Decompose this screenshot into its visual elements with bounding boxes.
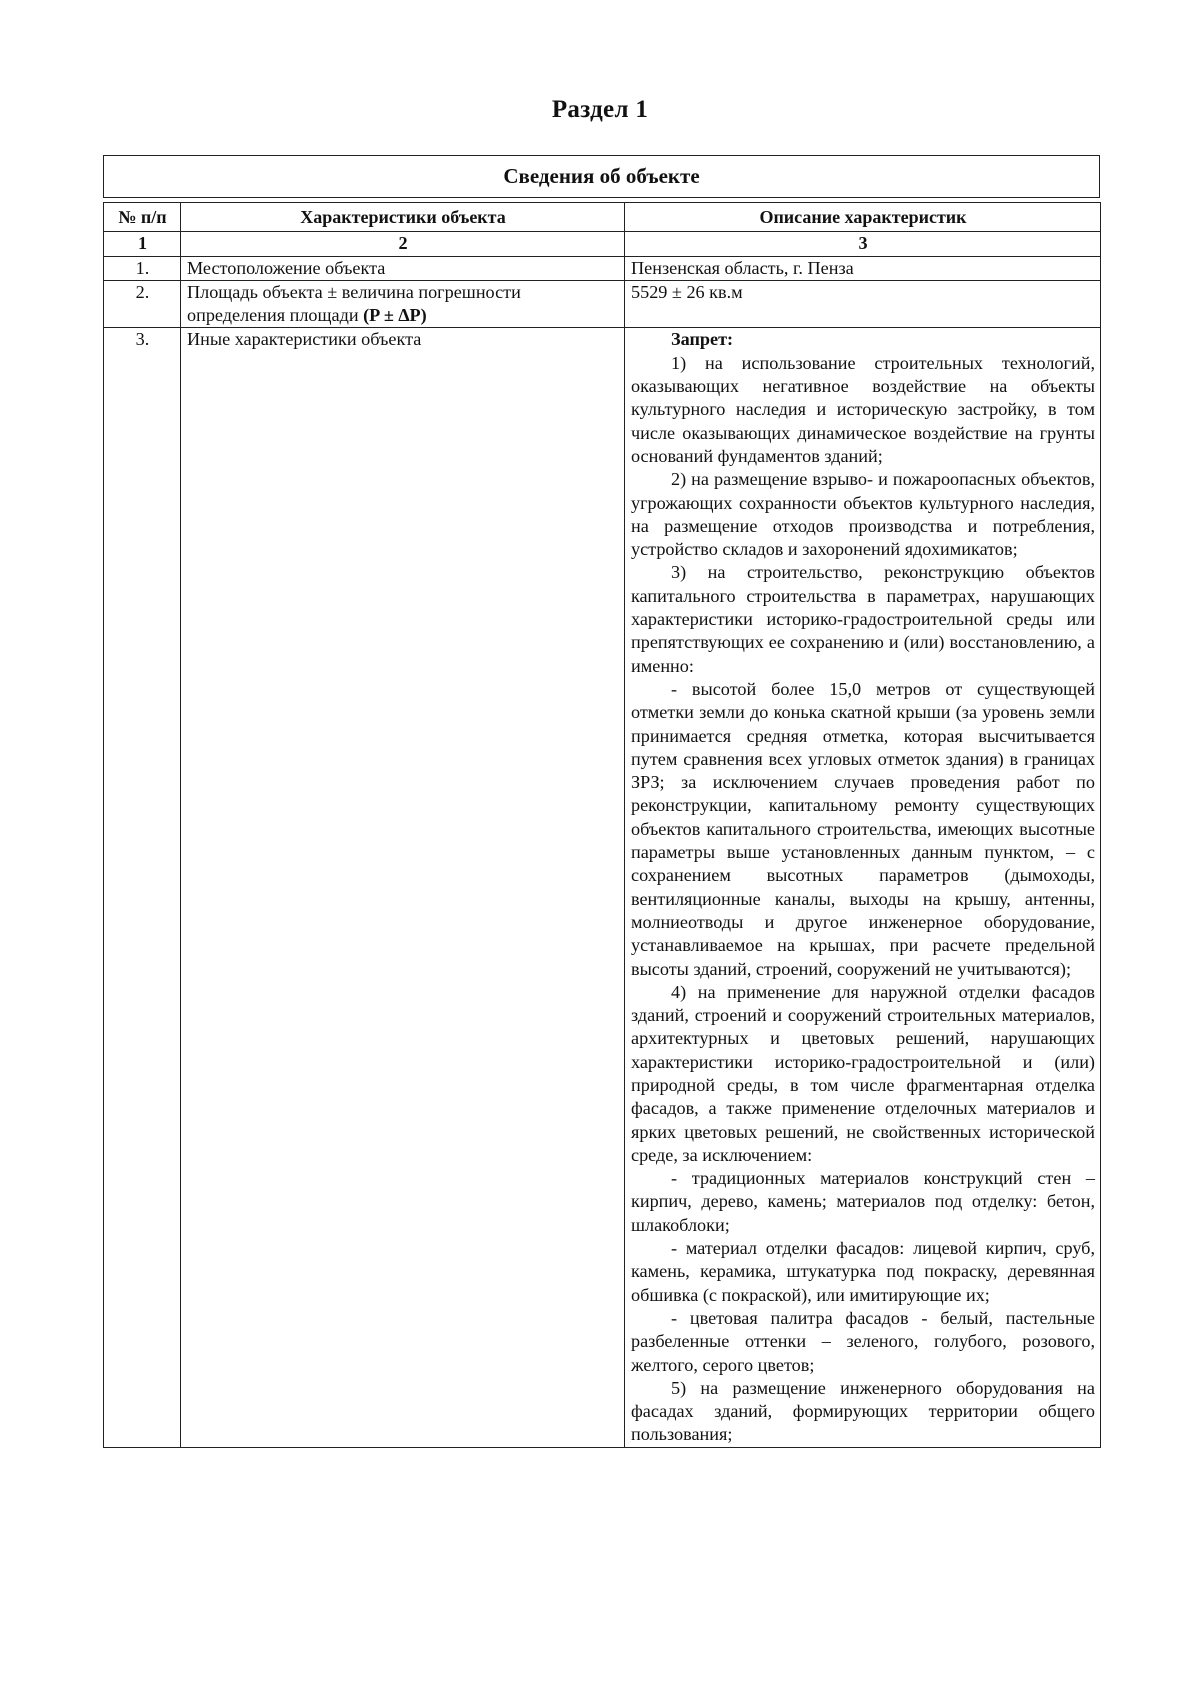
table-row: [104, 328, 1101, 1447]
header-description: Описание характеристик: [625, 203, 1101, 232]
column-number: 3: [625, 232, 1101, 256]
restriction-paragraph: - цветовая палитра фасадов - белый, пастельные разбеленные оттенки – зеленого, голубого, розового, желтого, серого цветов;: [631, 1307, 1095, 1375]
row-characteristic: [181, 280, 625, 328]
table-row: [104, 256, 1101, 280]
header-characteristics: Характеристики объекта: [181, 203, 625, 232]
row-description: Пензенская область, г. Пенза: [625, 256, 1101, 280]
area-label-line1: Площадь объекта ± величина погрешности: [187, 281, 521, 302]
row-characteristic: Иные характеристики объекта: [181, 328, 625, 1447]
restriction-paragraph: - традиционных материалов конструкций стен – кирпич, дерево, камень; материалов под отделку: бетон, шлакоблоки;: [631, 1168, 1095, 1235]
table-row: [104, 280, 1101, 328]
restriction-paragraph: 4) на применение для наружной отделки фасадов зданий, строений и сооружений строительных материалов, архитектурных и цветовых решений, нарушающих характеристики историко-градостроительной и (или) природной среды, в том числе фрагментарная отделка фасадов, а также применение отделочных материалов и ярких цветовых решений, не свойственных исторической среде, за исключением:: [631, 981, 1095, 1165]
column-number: 2: [181, 232, 625, 256]
restriction-paragraph: - высотой более 15,0 метров от существующей отметки земли до конька скатной крыши (за уровень земли принимается средняя отметка, которая высчитывается путем сравнения всех угловых отметок здания) в границах ЗРЗ; за исключением случаев проведения работ по реконструкции, капитальному ремонту существующих объектов капитального строительства, имеющих высотные параметры выше установленных данным пунктом, – с сохранением высотных параметров (дымоходы, вентиляционные каналы, выходы на крышу, антенны, молниеотводы и другое инженерное оборудование, устанавливаемое на крышах, при расчете предельной высоты зданий, строений, сооружений не учитываются);: [631, 678, 1095, 979]
restriction-paragraph: 1) на использование строительных технологий, оказывающих негативное воздействие на объекты культурного наследия и историческую застройку, в том числе оказывающих динамическое воздействие на грунты оснований фундаментов зданий;: [631, 352, 1095, 466]
row-characteristic: Местоположение объекта: [181, 256, 625, 280]
column-number: 1: [104, 232, 181, 256]
restrictions-heading: Запрет:: [671, 329, 734, 350]
header-number: № п/п: [104, 203, 181, 232]
object-info-table: [103, 202, 1101, 1448]
row-number: 2.: [104, 280, 181, 328]
section-title: Раздел 1: [551, 96, 649, 123]
row-description: 5529 ± 26 кв.м: [625, 280, 1101, 328]
area-label-line2: определения площади: [187, 305, 364, 326]
area-formula: (P ± ∆P): [363, 305, 427, 326]
row-number: 1.: [104, 256, 181, 280]
restriction-paragraph: 2) на размещение взрыво- и пожароопасных объектов, угрожающих сохранности объектов культурного наследия, на размещение отходов производства и потребления, устройство складов и захоронений ядохимикатов;: [631, 469, 1095, 560]
restriction-paragraph: - материал отделки фасадов: лицевой кирпич, сруб, камень, керамика, штукатурка под покраску, деревянная обшивка (с покраской), или имитирующие их;: [631, 1238, 1095, 1305]
restriction-paragraph: 5) на размещение инженерного оборудования на фасадах зданий, формирующих территории общего пользования;: [631, 1377, 1095, 1445]
table-title: Сведения об объекте: [103, 155, 1100, 198]
restrictions-description: [625, 328, 1101, 1447]
table-header-row: [104, 203, 1101, 232]
column-number-row: [104, 232, 1101, 256]
row-number: 3.: [104, 328, 181, 1447]
restriction-paragraph: 3) на строительство, реконструкцию объектов капитального строительства в параметрах, нарушающих характеристики историко-градостроительной среды или препятствующих ее сохранению и (или) восстановлению, а именно:: [631, 562, 1095, 676]
